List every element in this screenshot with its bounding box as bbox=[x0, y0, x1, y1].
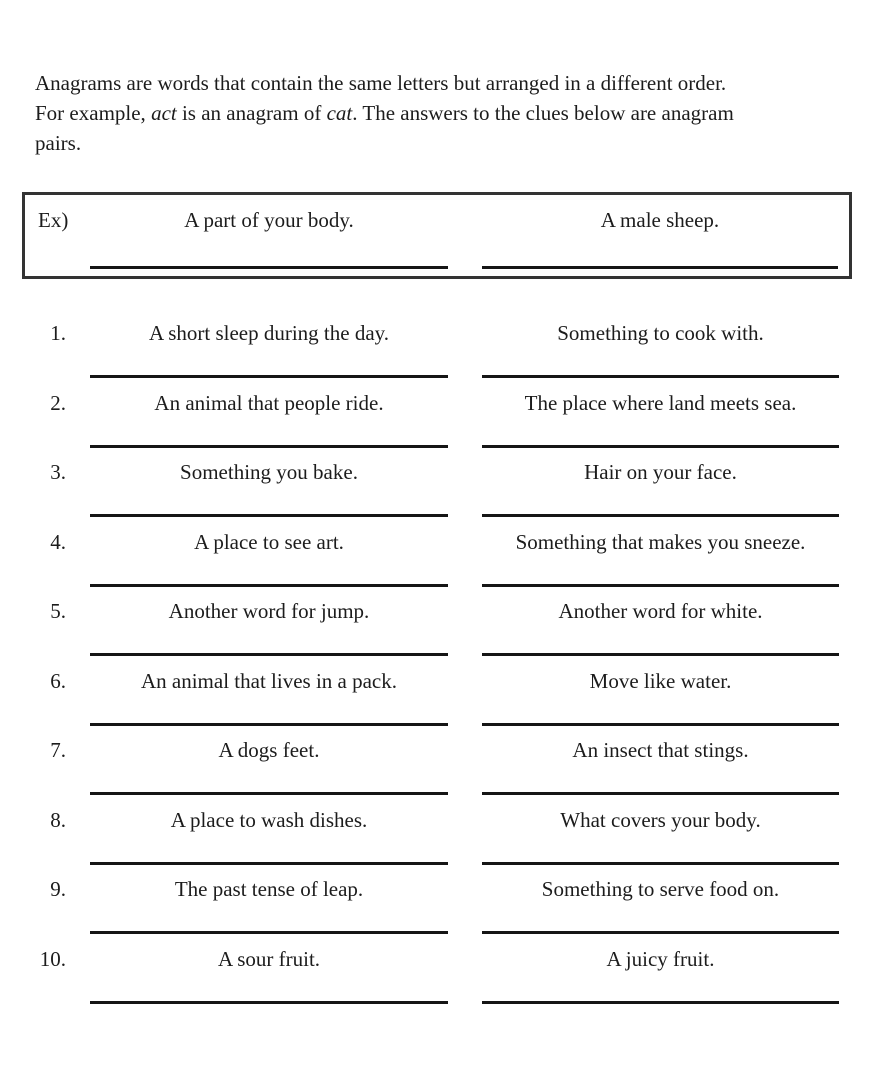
anagram-row bbox=[0, 447, 880, 517]
answer-blank-right bbox=[482, 1001, 839, 1004]
item-number: 9. bbox=[50, 877, 66, 901]
example-label: Ex) bbox=[38, 208, 69, 232]
clue-right: Something to cook with. bbox=[557, 321, 764, 345]
anagram-row bbox=[0, 795, 880, 865]
clue-left: An animal that lives in a pack. bbox=[140, 668, 397, 693]
item-number: 10. bbox=[39, 946, 66, 971]
clue-right: Another word for white. bbox=[558, 599, 763, 623]
anagram-row bbox=[0, 725, 880, 795]
intro-line: pairs. bbox=[35, 131, 82, 155]
clue-left: A place to wash dishes. bbox=[170, 807, 368, 832]
clue-left: A sour fruit. bbox=[217, 946, 321, 971]
clue-left: A place to see art. bbox=[194, 529, 344, 554]
item-number: 6. bbox=[50, 668, 66, 693]
answer-blank-left bbox=[90, 1001, 448, 1004]
item-number: 4. bbox=[50, 529, 66, 554]
anagram-row bbox=[0, 308, 880, 378]
anagram-row bbox=[0, 656, 880, 726]
clue-left: A short sleep during the day. bbox=[148, 321, 390, 345]
clue-left: The past tense of leap. bbox=[174, 877, 364, 901]
item-number: 1. bbox=[50, 321, 66, 345]
anagram-row bbox=[0, 517, 880, 587]
clue-right: A juicy fruit. bbox=[606, 946, 715, 971]
clue-left: A dogs feet. bbox=[218, 738, 320, 762]
example-box bbox=[22, 192, 852, 279]
clue-left: An animal that people ride. bbox=[154, 390, 384, 415]
item-number: 2. bbox=[50, 390, 66, 415]
clue-right: The place where land meets sea. bbox=[524, 390, 797, 415]
clue-right: Hair on your face. bbox=[584, 460, 737, 484]
anagram-row bbox=[0, 864, 880, 934]
item-number: 7. bbox=[50, 738, 66, 762]
anagram-row bbox=[0, 378, 880, 448]
item-number: 8. bbox=[50, 807, 66, 832]
clue-right: What covers your body. bbox=[560, 807, 761, 832]
anagram-row bbox=[0, 934, 880, 1004]
item-number: 5. bbox=[50, 599, 66, 623]
clue-left: Something you bake. bbox=[180, 460, 358, 484]
clue-right: Move like water. bbox=[589, 668, 732, 693]
intro-line: For example, act is an anagram of cat. The answers to the clues below are anagram bbox=[35, 101, 734, 125]
example-answer-blank-right bbox=[482, 266, 838, 269]
clue-right: Something to serve food on. bbox=[541, 877, 780, 901]
example-clue-right: A male sheep. bbox=[600, 208, 720, 232]
clue-right: Something that makes you sneeze. bbox=[515, 529, 806, 554]
intro-paragraph bbox=[35, 68, 850, 158]
item-number: 3. bbox=[50, 460, 66, 484]
anagram-row bbox=[0, 586, 880, 656]
clue-left: Another word for jump. bbox=[168, 599, 370, 623]
clue-right: An insect that stings. bbox=[572, 738, 749, 762]
example-clue-left: A part of your body. bbox=[184, 208, 354, 232]
example-answer-blank-left bbox=[90, 266, 448, 269]
intro-line: Anagrams are words that contain the same letters but arranged in a different order. bbox=[35, 71, 727, 95]
